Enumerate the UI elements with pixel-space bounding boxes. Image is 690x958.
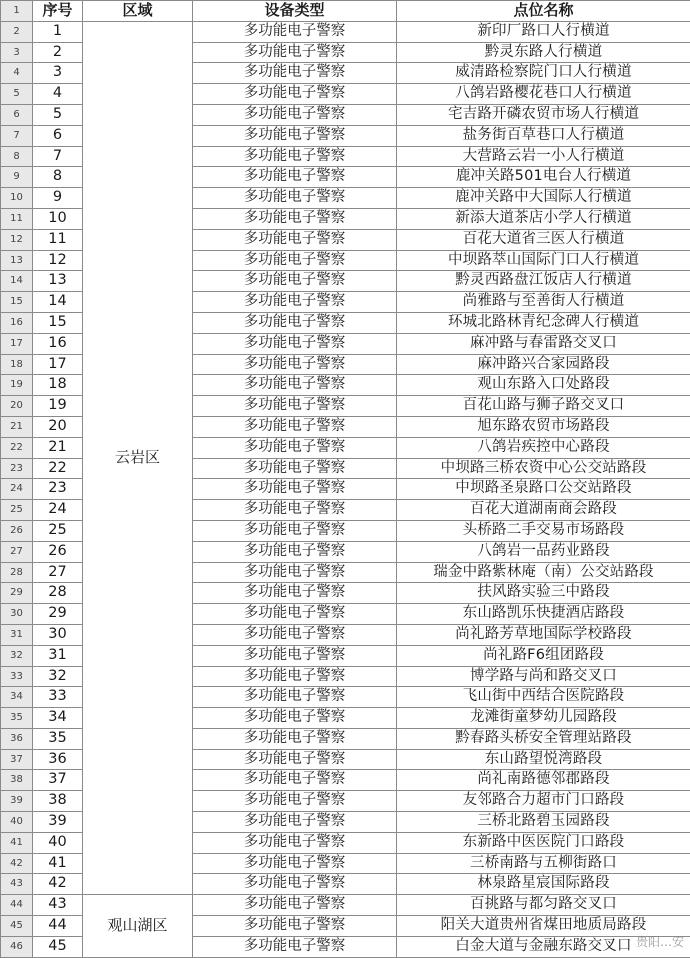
seq-cell[interactable]: 4 bbox=[33, 84, 83, 105]
location-cell[interactable]: 扶风路实验三中路段 bbox=[397, 583, 690, 604]
row-number[interactable]: 9 bbox=[1, 167, 33, 188]
seq-cell[interactable]: 5 bbox=[33, 104, 83, 125]
location-cell[interactable]: 新添大道茶店小学人行横道 bbox=[397, 208, 690, 229]
device-type-cell[interactable]: 多功能电子警察 bbox=[193, 104, 397, 125]
seq-cell[interactable]: 27 bbox=[33, 562, 83, 583]
seq-cell[interactable]: 12 bbox=[33, 250, 83, 271]
seq-cell[interactable]: 9 bbox=[33, 188, 83, 209]
seq-cell[interactable]: 36 bbox=[33, 749, 83, 770]
location-cell[interactable]: 麻冲路与春雷路交叉口 bbox=[397, 333, 690, 354]
location-cell[interactable]: 鹿冲关路501电台人行横道 bbox=[397, 167, 690, 188]
region-guanshanhu[interactable]: 观山湖区 bbox=[83, 895, 193, 957]
row-number[interactable]: 3 bbox=[1, 42, 33, 63]
device-type-cell[interactable]: 多功能电子警察 bbox=[193, 208, 397, 229]
location-cell[interactable]: 飞山街中西结合医院路段 bbox=[397, 687, 690, 708]
seq-cell[interactable]: 40 bbox=[33, 832, 83, 853]
device-type-cell[interactable]: 多功能电子警察 bbox=[193, 916, 397, 937]
location-cell[interactable]: 宅吉路开磷农贸市场人行横道 bbox=[397, 104, 690, 125]
row-number[interactable]: 10 bbox=[1, 188, 33, 209]
location-cell[interactable]: 尚礼南路德邻郡路段 bbox=[397, 770, 690, 791]
row-number[interactable]: 44 bbox=[1, 895, 33, 916]
device-type-cell[interactable]: 多功能电子警察 bbox=[193, 645, 397, 666]
device-type-cell[interactable]: 多功能电子警察 bbox=[193, 708, 397, 729]
device-type-cell[interactable]: 多功能电子警察 bbox=[193, 624, 397, 645]
row-number[interactable]: 29 bbox=[1, 583, 33, 604]
row-number[interactable]: 23 bbox=[1, 458, 33, 479]
location-cell[interactable]: 三桥北路碧玉园路段 bbox=[397, 812, 690, 833]
seq-cell[interactable]: 33 bbox=[33, 687, 83, 708]
seq-cell[interactable]: 16 bbox=[33, 333, 83, 354]
location-cell[interactable]: 中坝路圣泉路口公交站路段 bbox=[397, 479, 690, 500]
device-type-cell[interactable]: 多功能电子警察 bbox=[193, 42, 397, 63]
row-number[interactable]: 14 bbox=[1, 271, 33, 292]
location-cell[interactable]: 百花山路与狮子路交叉口 bbox=[397, 396, 690, 417]
seq-cell[interactable]: 20 bbox=[33, 416, 83, 437]
row-number[interactable]: 43 bbox=[1, 874, 33, 895]
device-type-cell[interactable]: 多功能电子警察 bbox=[193, 167, 397, 188]
row-number[interactable]: 26 bbox=[1, 520, 33, 541]
location-cell[interactable]: 瑞金中路紫林庵（南）公交站路段 bbox=[397, 562, 690, 583]
device-type-cell[interactable]: 多功能电子警察 bbox=[193, 375, 397, 396]
seq-cell[interactable]: 19 bbox=[33, 396, 83, 417]
location-cell[interactable]: 黔灵西路盘江饭店人行横道 bbox=[397, 271, 690, 292]
row-number[interactable]: 7 bbox=[1, 125, 33, 146]
row-number[interactable]: 5 bbox=[1, 84, 33, 105]
seq-cell[interactable]: 32 bbox=[33, 666, 83, 687]
row-number[interactable]: 19 bbox=[1, 375, 33, 396]
location-cell[interactable]: 头桥路二手交易市场路段 bbox=[397, 520, 690, 541]
device-type-cell[interactable]: 多功能电子警察 bbox=[193, 500, 397, 521]
device-type-cell[interactable]: 多功能电子警察 bbox=[193, 853, 397, 874]
seq-cell[interactable]: 45 bbox=[33, 936, 83, 957]
row-number[interactable]: 20 bbox=[1, 396, 33, 417]
location-cell[interactable]: 中坝路三桥农资中心公交站路段 bbox=[397, 458, 690, 479]
seq-cell[interactable]: 39 bbox=[33, 812, 83, 833]
watermark: 贵阳…安 bbox=[636, 933, 684, 950]
location-cell[interactable]: 友邻路合力超市门口路段 bbox=[397, 791, 690, 812]
device-type-cell[interactable]: 多功能电子警察 bbox=[193, 666, 397, 687]
seq-cell[interactable]: 23 bbox=[33, 479, 83, 500]
device-type-cell[interactable]: 多功能电子警察 bbox=[193, 188, 397, 209]
row-number[interactable]: 31 bbox=[1, 624, 33, 645]
device-type-cell[interactable]: 多功能电子警察 bbox=[193, 895, 397, 916]
location-cell[interactable]: 大营路云岩一小人行横道 bbox=[397, 146, 690, 167]
device-type-cell[interactable]: 多功能电子警察 bbox=[193, 458, 397, 479]
location-cell[interactable]: 盐务街百草巷口人行横道 bbox=[397, 125, 690, 146]
device-type-cell[interactable]: 多功能电子警察 bbox=[193, 125, 397, 146]
row-number[interactable]: 32 bbox=[1, 645, 33, 666]
row-number[interactable]: 11 bbox=[1, 208, 33, 229]
location-cell[interactable]: 威清路检察院门口人行横道 bbox=[397, 63, 690, 84]
region-yunyan[interactable]: 云岩区 bbox=[83, 21, 193, 894]
device-type-cell[interactable]: 多功能电子警察 bbox=[193, 728, 397, 749]
device-type-cell[interactable]: 多功能电子警察 bbox=[193, 146, 397, 167]
location-cell[interactable]: 八鸽岩一品药业路段 bbox=[397, 541, 690, 562]
device-type-cell[interactable]: 多功能电子警察 bbox=[193, 437, 397, 458]
device-type-cell[interactable]: 多功能电子警察 bbox=[193, 770, 397, 791]
table-row bbox=[1, 21, 690, 42]
header-location[interactable]: 点位名称 bbox=[397, 1, 690, 22]
device-type-cell[interactable]: 多功能电子警察 bbox=[193, 333, 397, 354]
location-cell[interactable]: 东新路中医医院门口路段 bbox=[397, 832, 690, 853]
location-cell[interactable]: 新印厂路口人行横道 bbox=[397, 21, 690, 42]
location-cell[interactable]: 东山路凯乐快捷酒店路段 bbox=[397, 604, 690, 625]
row-number[interactable]: 21 bbox=[1, 416, 33, 437]
location-cell[interactable]: 尚雅路与至善街人行横道 bbox=[397, 292, 690, 313]
row-number[interactable]: 25 bbox=[1, 500, 33, 521]
row-number[interactable]: 45 bbox=[1, 916, 33, 937]
row-number[interactable]: 36 bbox=[1, 728, 33, 749]
location-cell[interactable]: 百花大道省三医人行横道 bbox=[397, 229, 690, 250]
row-number[interactable]: 1 bbox=[1, 1, 33, 22]
location-cell[interactable]: 八鸽岩路樱花巷口人行横道 bbox=[397, 84, 690, 105]
row-number[interactable]: 22 bbox=[1, 437, 33, 458]
seq-cell[interactable]: 44 bbox=[33, 916, 83, 937]
seq-cell[interactable]: 10 bbox=[33, 208, 83, 229]
device-type-cell[interactable]: 多功能电子警察 bbox=[193, 687, 397, 708]
seq-cell[interactable]: 15 bbox=[33, 312, 83, 333]
device-type-cell[interactable]: 多功能电子警察 bbox=[193, 520, 397, 541]
seq-cell[interactable]: 1 bbox=[33, 21, 83, 42]
seq-cell[interactable]: 22 bbox=[33, 458, 83, 479]
seq-cell[interactable]: 18 bbox=[33, 375, 83, 396]
seq-cell[interactable]: 37 bbox=[33, 770, 83, 791]
seq-cell[interactable]: 24 bbox=[33, 500, 83, 521]
device-type-cell[interactable]: 多功能电子警察 bbox=[193, 832, 397, 853]
location-cell[interactable]: 黔灵东路人行横道 bbox=[397, 42, 690, 63]
row-number[interactable]: 34 bbox=[1, 687, 33, 708]
location-cell[interactable]: 白金大道与金融东路交叉口 bbox=[397, 936, 690, 957]
row-number[interactable]: 24 bbox=[1, 479, 33, 500]
location-cell[interactable]: 旭东路农贸市场路段 bbox=[397, 416, 690, 437]
header-row bbox=[1, 1, 690, 22]
location-cell[interactable]: 林泉路星宸国际路段 bbox=[397, 874, 690, 895]
device-type-cell[interactable]: 多功能电子警察 bbox=[193, 479, 397, 500]
location-cell[interactable]: 百花大道湖南商会路段 bbox=[397, 500, 690, 521]
seq-cell[interactable]: 13 bbox=[33, 271, 83, 292]
location-cell[interactable]: 博学路与尚和路交叉口 bbox=[397, 666, 690, 687]
row-number[interactable]: 12 bbox=[1, 229, 33, 250]
row-number[interactable]: 8 bbox=[1, 146, 33, 167]
location-cell[interactable]: 麻冲路兴合家园路段 bbox=[397, 354, 690, 375]
row-number[interactable]: 46 bbox=[1, 936, 33, 957]
location-cell[interactable]: 百挑路与都匀路交叉口 bbox=[397, 895, 690, 916]
device-type-cell[interactable]: 多功能电子警察 bbox=[193, 21, 397, 42]
seq-cell[interactable]: 34 bbox=[33, 708, 83, 729]
seq-cell[interactable]: 41 bbox=[33, 853, 83, 874]
device-type-cell[interactable]: 多功能电子警察 bbox=[193, 250, 397, 271]
device-type-cell[interactable]: 多功能电子警察 bbox=[193, 416, 397, 437]
row-number[interactable]: 4 bbox=[1, 63, 33, 84]
row-number[interactable]: 37 bbox=[1, 749, 33, 770]
location-cell[interactable]: 三桥南路与五柳街路口 bbox=[397, 853, 690, 874]
row-number[interactable]: 41 bbox=[1, 832, 33, 853]
row-number[interactable]: 40 bbox=[1, 812, 33, 833]
device-type-cell[interactable]: 多功能电子警察 bbox=[193, 812, 397, 833]
row-number[interactable]: 35 bbox=[1, 708, 33, 729]
device-type-cell[interactable]: 多功能电子警察 bbox=[193, 749, 397, 770]
seq-cell[interactable]: 21 bbox=[33, 437, 83, 458]
device-type-cell[interactable]: 多功能电子警察 bbox=[193, 229, 397, 250]
seq-cell[interactable]: 2 bbox=[33, 42, 83, 63]
row-number[interactable]: 2 bbox=[1, 21, 33, 42]
seq-cell[interactable]: 25 bbox=[33, 520, 83, 541]
location-cell[interactable]: 中坝路萃山国际门口人行横道 bbox=[397, 250, 690, 271]
seq-cell[interactable]: 11 bbox=[33, 229, 83, 250]
seq-cell[interactable]: 14 bbox=[33, 292, 83, 313]
seq-cell[interactable]: 30 bbox=[33, 624, 83, 645]
row-number[interactable]: 18 bbox=[1, 354, 33, 375]
seq-cell[interactable]: 38 bbox=[33, 791, 83, 812]
location-cell[interactable]: 阳关大道贵州省煤田地质局路段 bbox=[397, 916, 690, 937]
seq-cell[interactable]: 17 bbox=[33, 354, 83, 375]
device-type-cell[interactable]: 多功能电子警察 bbox=[193, 604, 397, 625]
seq-cell[interactable]: 3 bbox=[33, 63, 83, 84]
device-type-cell[interactable]: 多功能电子警察 bbox=[193, 541, 397, 562]
seq-cell[interactable]: 8 bbox=[33, 167, 83, 188]
location-cell[interactable]: 环城北路林青纪念碑人行横道 bbox=[397, 312, 690, 333]
device-type-cell[interactable]: 多功能电子警察 bbox=[193, 583, 397, 604]
device-type-cell[interactable]: 多功能电子警察 bbox=[193, 791, 397, 812]
row-number[interactable]: 27 bbox=[1, 541, 33, 562]
row-number[interactable]: 17 bbox=[1, 333, 33, 354]
location-cell[interactable]: 鹿冲关路中大国际人行横道 bbox=[397, 188, 690, 209]
seq-cell[interactable]: 42 bbox=[33, 874, 83, 895]
seq-cell[interactable]: 31 bbox=[33, 645, 83, 666]
location-cell[interactable]: 东山路望悦湾路段 bbox=[397, 749, 690, 770]
device-type-cell[interactable]: 多功能电子警察 bbox=[193, 936, 397, 957]
location-cell[interactable]: 黔春路头桥安全管理站路段 bbox=[397, 728, 690, 749]
seq-cell[interactable]: 35 bbox=[33, 728, 83, 749]
device-type-cell[interactable]: 多功能电子警察 bbox=[193, 312, 397, 333]
device-type-cell[interactable]: 多功能电子警察 bbox=[193, 354, 397, 375]
header-seq[interactable]: 序号 bbox=[33, 1, 83, 22]
seq-cell[interactable]: 43 bbox=[33, 895, 83, 916]
seq-cell[interactable]: 29 bbox=[33, 604, 83, 625]
device-type-cell[interactable]: 多功能电子警察 bbox=[193, 63, 397, 84]
seq-cell[interactable]: 7 bbox=[33, 146, 83, 167]
device-type-cell[interactable]: 多功能电子警察 bbox=[193, 396, 397, 417]
seq-cell[interactable]: 26 bbox=[33, 541, 83, 562]
location-cell[interactable]: 观山东路入口处路段 bbox=[397, 375, 690, 396]
row-number[interactable]: 28 bbox=[1, 562, 33, 583]
row-number[interactable]: 42 bbox=[1, 853, 33, 874]
row-number[interactable]: 30 bbox=[1, 604, 33, 625]
device-type-cell[interactable]: 多功能电子警察 bbox=[193, 874, 397, 895]
device-type-cell[interactable]: 多功能电子警察 bbox=[193, 84, 397, 105]
device-type-cell[interactable]: 多功能电子警察 bbox=[193, 562, 397, 583]
location-cell[interactable]: 龙滩街童梦幼儿园路段 bbox=[397, 708, 690, 729]
seq-cell[interactable]: 6 bbox=[33, 125, 83, 146]
row-number[interactable]: 39 bbox=[1, 791, 33, 812]
device-type-cell[interactable]: 多功能电子警察 bbox=[193, 292, 397, 313]
row-number[interactable]: 33 bbox=[1, 666, 33, 687]
header-device[interactable]: 设备类型 bbox=[193, 1, 397, 22]
header-region[interactable]: 区域 bbox=[83, 1, 193, 22]
row-number[interactable]: 13 bbox=[1, 250, 33, 271]
device-type-cell[interactable]: 多功能电子警察 bbox=[193, 271, 397, 292]
location-cell[interactable]: 尚礼路F6组团路段 bbox=[397, 645, 690, 666]
row-number[interactable]: 38 bbox=[1, 770, 33, 791]
table-row bbox=[1, 895, 690, 916]
location-cell[interactable]: 尚礼路芳草地国际学校路段 bbox=[397, 624, 690, 645]
row-number[interactable]: 16 bbox=[1, 312, 33, 333]
row-number[interactable]: 15 bbox=[1, 292, 33, 313]
seq-cell[interactable]: 28 bbox=[33, 583, 83, 604]
row-number[interactable]: 6 bbox=[1, 104, 33, 125]
location-cell[interactable]: 八鸽岩疾控中心路段 bbox=[397, 437, 690, 458]
